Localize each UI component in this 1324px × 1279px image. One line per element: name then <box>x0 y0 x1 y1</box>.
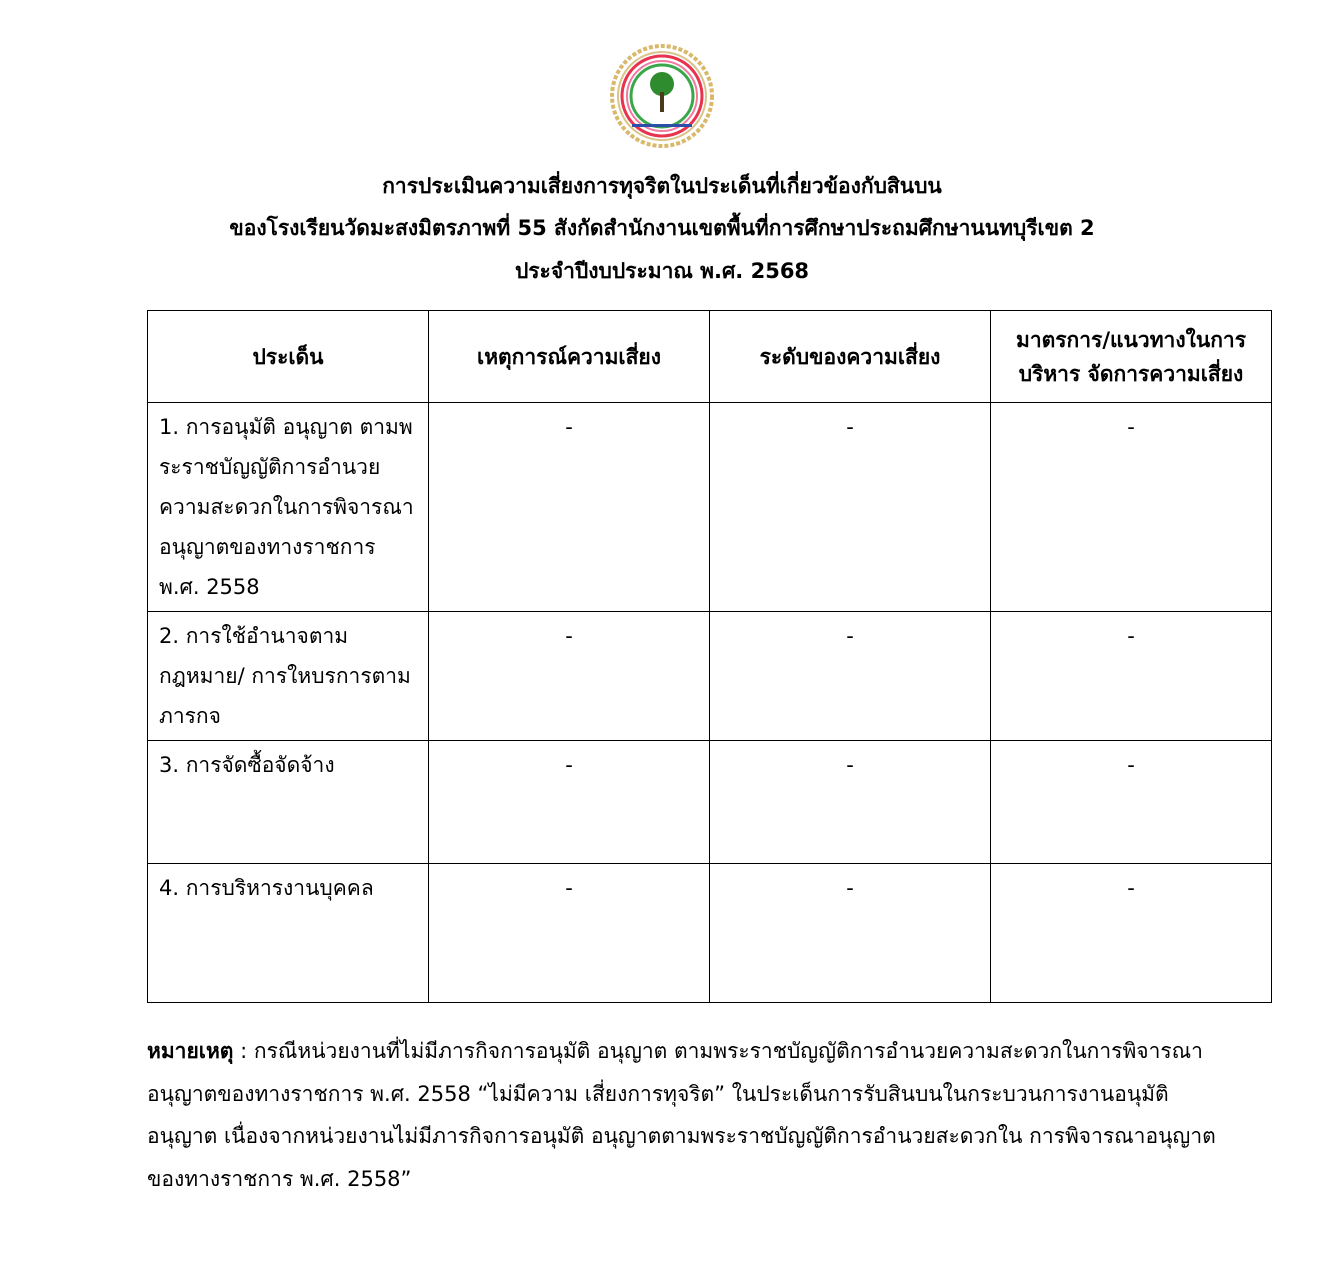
remark-text: : กรณีหน่วยงานที่ไม่มีภารกิจการอนุมัติ อนุญาต ตามพระราชบัญญัติการอำนวยความสะดวกในการพิจารณาอนุญาตของทางราชการ พ.ศ. 2558 “ไม่มีความ เสี่ยงการทุจริต” ในประเด็นการรับสินบนในกระบวนการงานอนุมัติ อนุญาต เนื่องจากหน่วยงานไม่มีภารกิจการอนุมัติ อนุญาตตามพระราชบัญญัติการอำนวยสะดวกใน การพิจารณาอนุญาตของทางราชการ พ.ศ. 2558” <box>147 1039 1216 1191</box>
remark-note <box>147 1030 1227 1200</box>
level-cell: - <box>710 741 991 864</box>
event-cell: - <box>429 403 710 612</box>
risk-assessment-table <box>147 310 1272 1003</box>
measure-cell: - <box>991 403 1272 612</box>
event-cell: - <box>429 741 710 864</box>
header-risk-measure: มาตรการ/แนวทางในการบริหาร จัดการความเสี่ยง <box>991 311 1272 403</box>
table-row <box>148 864 1272 1003</box>
header-risk-level: ระดับของความเสี่ยง <box>710 311 991 403</box>
table-row <box>148 612 1272 741</box>
title-line-1: การประเมินความเสี่ยงการทุจริตในประเด็นที่เกี่ยวข้องกับสินบน <box>382 174 942 198</box>
header-issue: ประเด็น <box>148 311 429 403</box>
measure-cell: - <box>991 741 1272 864</box>
issue-cell: 3. การจัดซื้อจัดจ้าง <box>148 741 429 864</box>
school-emblem-logo <box>610 44 714 148</box>
table-header-row <box>148 311 1272 403</box>
table-row <box>148 403 1272 612</box>
issue-cell: 2. การใช้อำนาจตามกฎหมาย/ การใหบรการตามภารกจ <box>148 612 429 741</box>
title-line-2: ของโรงเรียนวัดมะสงมิตรภาพที่ 55 สังกัดสำนักงานเขตพื้นที่การศึกษาประถมศึกษานนทบุรีเขต 2 <box>229 216 1095 240</box>
issue-cell: 4. การบริหารงานบุคคล <box>148 864 429 1003</box>
header-risk-event: เหตุการณ์ความเสี่ยง <box>429 311 710 403</box>
measure-cell: - <box>991 864 1272 1003</box>
issue-cell: 1. การอนุมัติ อนุญาต ตามพระราชบัญญัติการอำนวยความสะดวกในการพิจารณาอนุญาตของทางราชการ พ.ศ. 2558 <box>148 403 429 612</box>
event-cell: - <box>429 864 710 1003</box>
table-row <box>148 741 1272 864</box>
remark-label: หมายเหตุ <box>147 1039 234 1063</box>
title-line-3: ประจำปีงบประมาณ พ.ศ. 2568 <box>514 259 810 283</box>
level-cell: - <box>710 403 991 612</box>
measure-cell: - <box>991 612 1272 741</box>
level-cell: - <box>710 612 991 741</box>
level-cell: - <box>710 864 991 1003</box>
event-cell: - <box>429 612 710 741</box>
